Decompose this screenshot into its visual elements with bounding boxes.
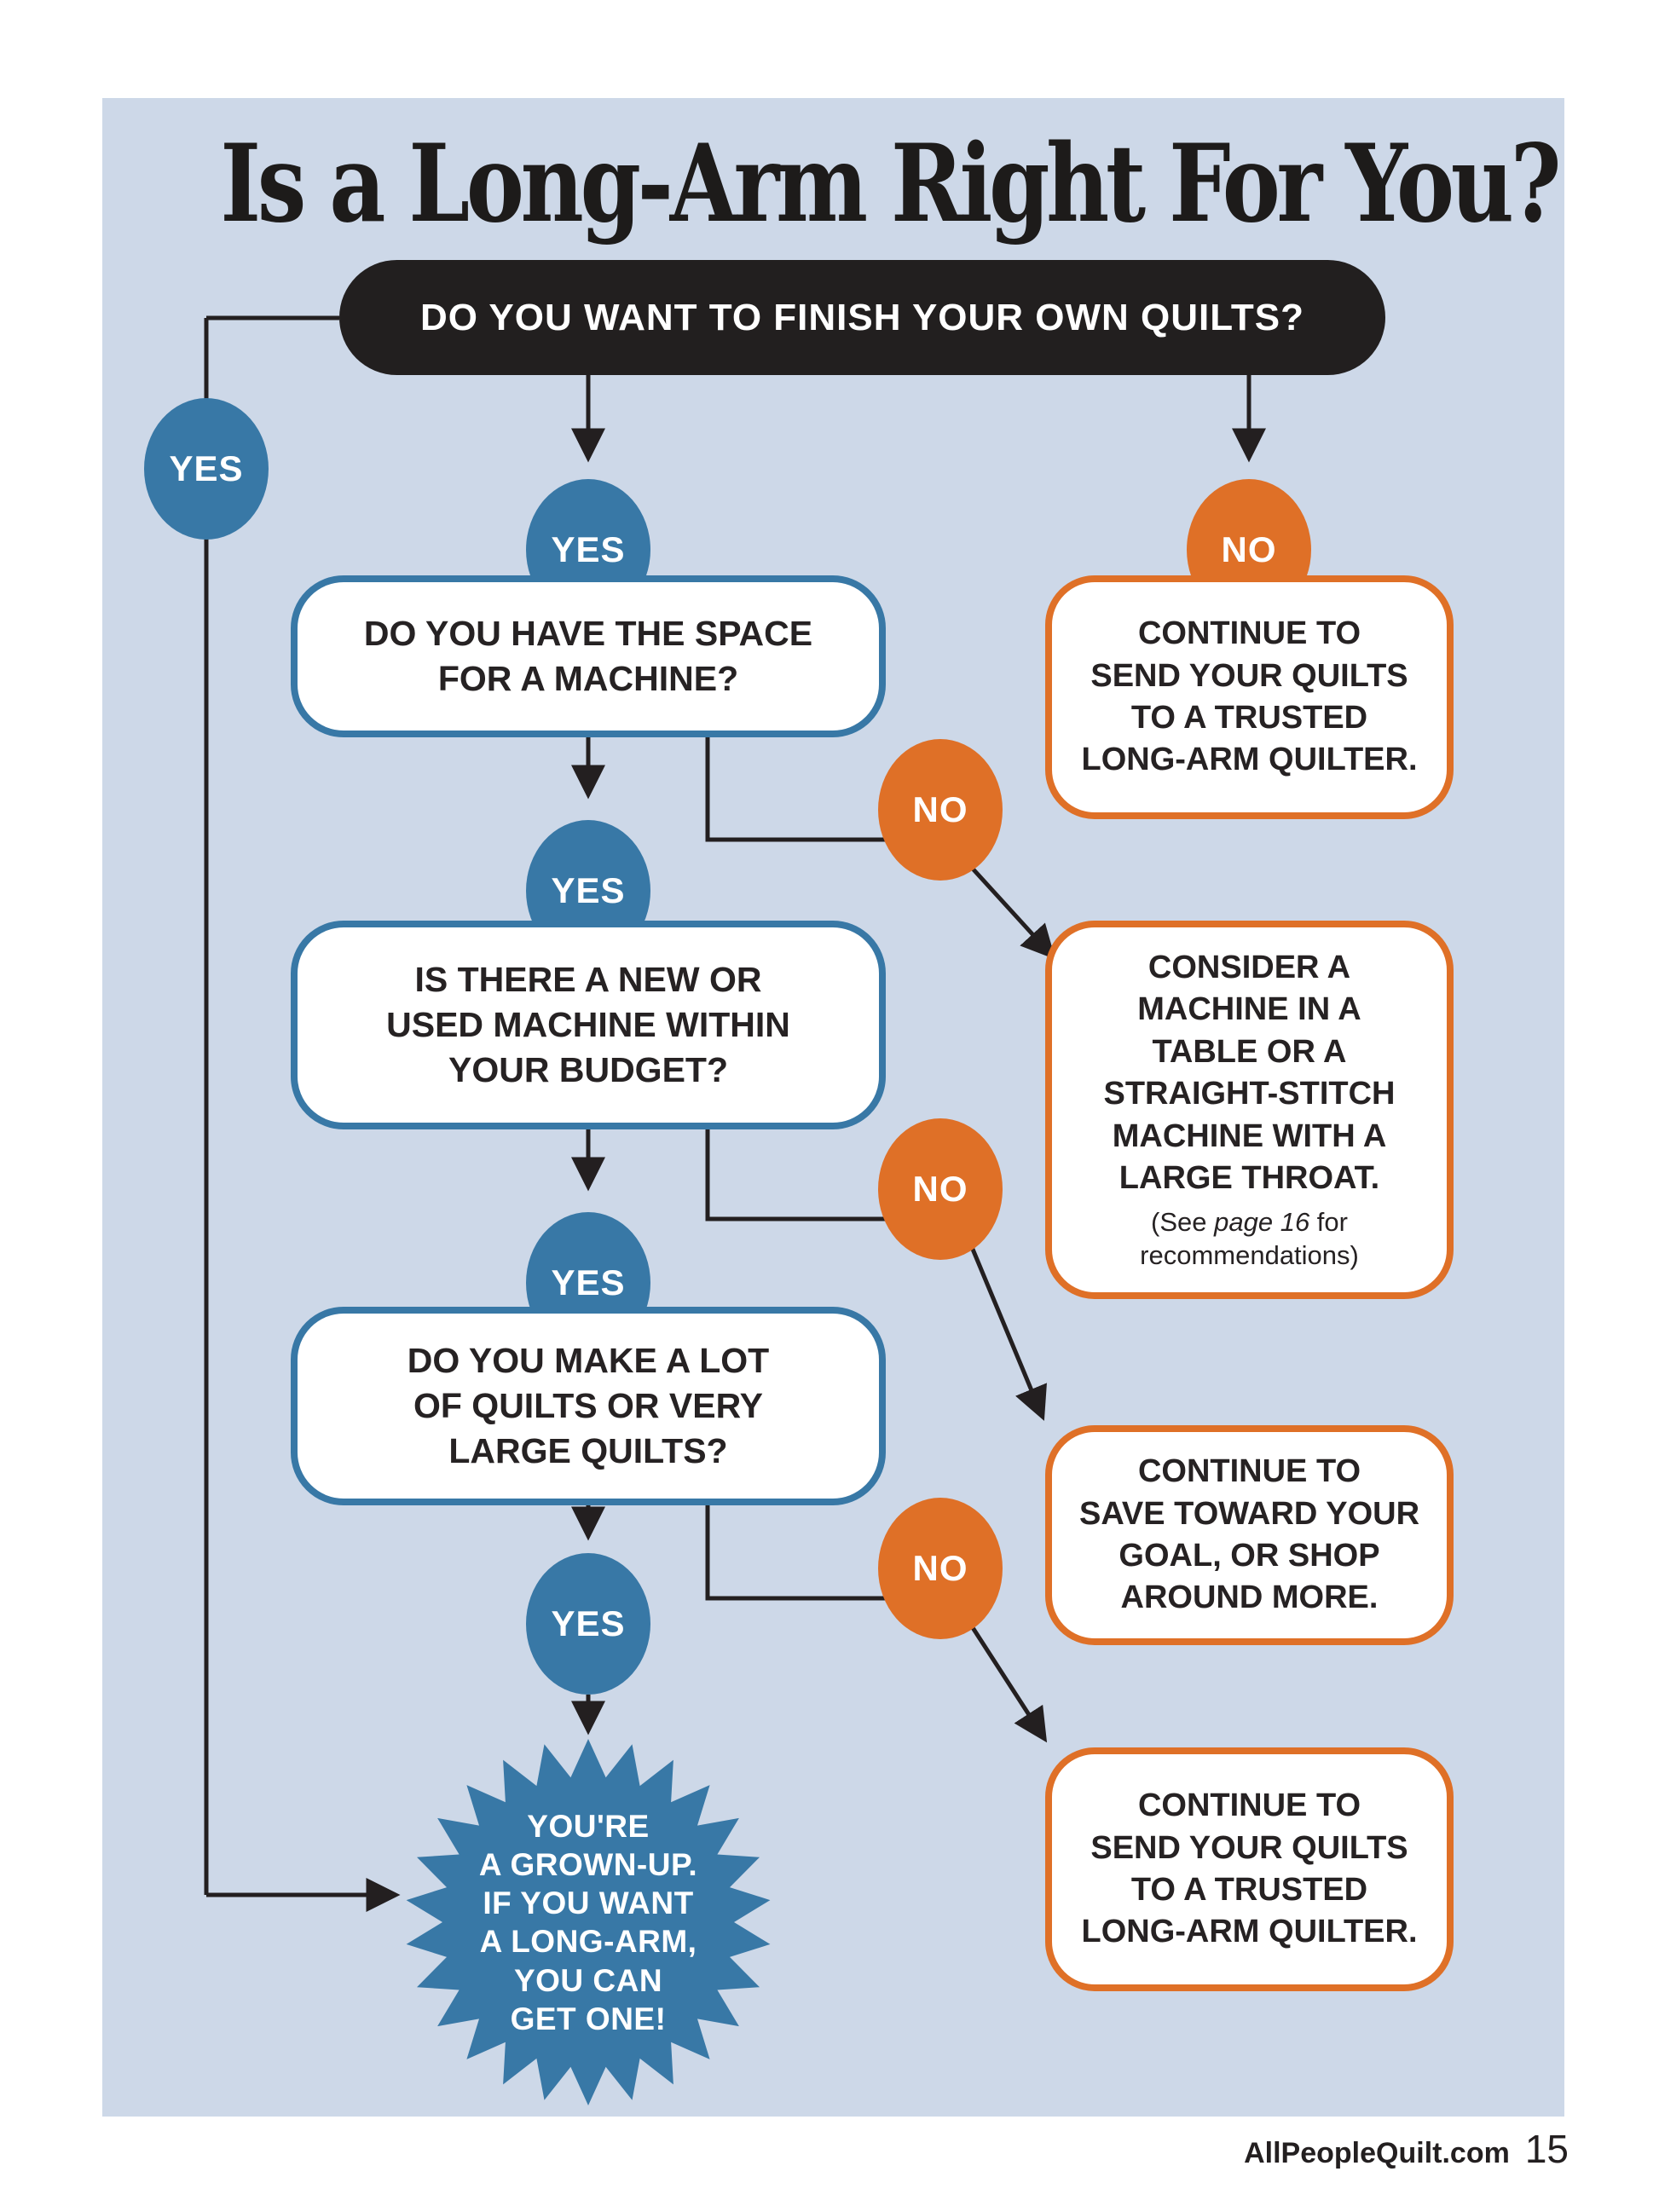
starburst-result-text [443, 1807, 733, 2038]
q2-to-no3-line [708, 1129, 885, 1219]
note-pre: (See [1151, 1207, 1215, 1238]
yes-bubble-4 [526, 1553, 650, 1695]
text-line: OF QUILTS OR VERY [413, 1385, 764, 1425]
text-line: CONTINUE TO [1137, 615, 1361, 652]
text-line: STRAIGHT-STITCH [1103, 1076, 1396, 1112]
text-line: TABLE OR A [1152, 1033, 1347, 1070]
no-bubble-3 [878, 1118, 1003, 1260]
text-line: LONG-ARM QUILTER. [1081, 1914, 1418, 1950]
text-line: CONTINUE TO [1137, 1453, 1361, 1490]
no3-to-save-arrow [972, 1247, 1042, 1415]
outcome-box-save-toward-goal [1045, 1425, 1454, 1645]
no-label: NO [912, 1169, 968, 1209]
outcome-box-send-quilts-bottom [1045, 1747, 1454, 1991]
root-question [339, 260, 1385, 375]
text-line: TO A TRUSTED [1130, 700, 1368, 736]
outcome-box-consider-machine [1045, 921, 1454, 1299]
q3-to-no4-line [708, 1505, 885, 1598]
no-label: NO [912, 789, 968, 829]
text-line: LARGE THROAT. [1119, 1160, 1380, 1197]
note-post: for [1309, 1207, 1348, 1238]
yes-label: YES [169, 448, 244, 488]
outcome-note [1140, 1206, 1359, 1273]
text-line: A LONG-ARM, [479, 1924, 697, 1960]
text-line: DO YOU MAKE A LOT [407, 1340, 770, 1380]
note-line2: recommendations) [1140, 1240, 1359, 1271]
yes-label: YES [551, 870, 626, 910]
text-line: A GROWN-UP. [478, 1847, 698, 1883]
question-box-space [291, 575, 886, 737]
root-question-text: DO YOU WANT TO FINISH YOUR OWN QUILTS? [420, 296, 1304, 338]
text-line: GOAL, OR SHOP [1119, 1538, 1380, 1574]
question-box-budget [291, 921, 886, 1129]
text-line: CONTINUE TO [1137, 1788, 1361, 1824]
yes-label: YES [551, 1603, 626, 1643]
text-line: USED MACHINE WITHIN [386, 1004, 790, 1044]
yes-label: YES [551, 529, 626, 569]
text-line: YOU'RE [527, 1809, 650, 1844]
site-name: AllPeopleQuilt.com [1244, 2137, 1510, 2169]
no-label: NO [1221, 529, 1277, 569]
text-line: IF YOU WANT [483, 1886, 694, 1921]
text-line: LONG-ARM QUILTER. [1081, 742, 1418, 778]
text-line: CONSIDER A [1147, 950, 1351, 986]
text-line: MACHINE IN A [1137, 991, 1361, 1028]
question-box-volume [291, 1307, 886, 1505]
note-italic: page 16 [1214, 1207, 1310, 1238]
yes-label: YES [551, 1262, 626, 1302]
text-line: SAVE TOWARD YOUR [1078, 1495, 1420, 1532]
no-bubble-2 [878, 739, 1003, 881]
text-line: TO A TRUSTED [1130, 1872, 1368, 1908]
no-label: NO [912, 1548, 968, 1588]
page-title-text: Is a Long-Arm Right For You? [220, 120, 1558, 247]
text-line: AROUND MORE. [1120, 1580, 1379, 1616]
text-line: MACHINE WITH A [1112, 1118, 1387, 1154]
yes-bubble-rail [144, 398, 269, 540]
no-bubble-4 [878, 1498, 1003, 1639]
text-line: YOUR BUDGET? [448, 1050, 728, 1090]
page-footer [1244, 2126, 1569, 2172]
text-line: IS THERE A NEW OR [414, 959, 762, 999]
no2-to-consider-arrow [972, 868, 1051, 955]
outcome-box-send-quilts-top [1045, 575, 1454, 819]
page-number: 15 [1524, 2127, 1569, 2171]
q1-to-no2-line [708, 737, 885, 840]
text-line: FOR A MACHINE? [437, 659, 739, 698]
no4-to-send-arrow [972, 1626, 1043, 1737]
text-line: GET ONE! [510, 2001, 667, 2036]
text-line: DO YOU HAVE THE SPACE [363, 613, 813, 653]
text-line: LARGE QUILTS? [448, 1431, 728, 1471]
text-line: SEND YOUR QUILTS [1090, 1829, 1408, 1866]
text-line: SEND YOUR QUILTS [1090, 657, 1408, 694]
text-line: YOU CAN [513, 1962, 663, 1998]
